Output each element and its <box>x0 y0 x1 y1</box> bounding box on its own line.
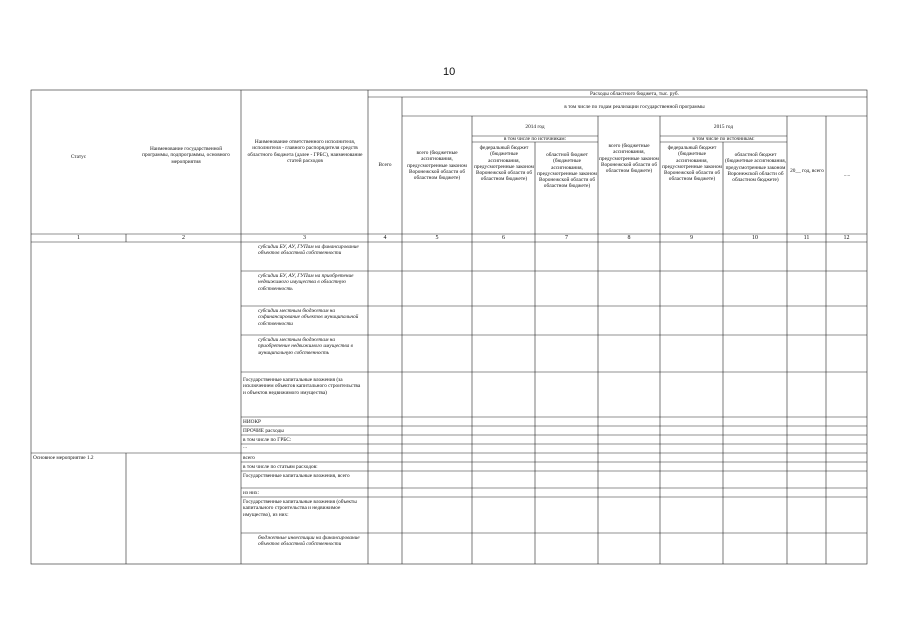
header-year2-regional: областной бюджет (бюджетные ассигнования, предусмотренные законом Воронежской области об областном бюджете) <box>725 152 786 184</box>
page-number: 10 <box>443 66 456 78</box>
column-number: 6 <box>502 235 505 241</box>
column-number: 3 <box>303 235 306 241</box>
header-year-n: 20__ год, всего <box>790 168 824 174</box>
table-row: в том числе по ГРБС: <box>243 437 292 443</box>
column-number: 12 <box>843 235 850 241</box>
column-number: 7 <box>565 235 568 241</box>
table-row: ПРОЧИЕ расходы <box>243 428 284 434</box>
table-row: из них: <box>243 490 260 496</box>
header-total: Всего <box>378 162 392 168</box>
column-number: 2 <box>182 235 185 241</box>
table-row: субсидии местным бюджетам на приобретение недвижимого имущества в муниципальную собственность <box>258 337 353 356</box>
table-row: субсидии БУ, АУ, ГУПам на финансирование объектов областной собственности <box>258 244 359 257</box>
table-row: Государственные капитальные вложения (объекты капитального строительства и недвижимое имущество), из них: <box>243 499 357 518</box>
table-row: Государственные капитальные вложения, всего <box>243 473 350 479</box>
header-year1-regional: областной бюджет (бюджетные ассигнования, предусмотренные законом Воронежской области об областном бюджете) <box>537 152 597 190</box>
column-number: 10 <box>752 235 758 241</box>
header-year2-federal: федеральный бюджет (бюджетные ассигнования, предусмотренные законом Воронежской области об областном бюджете) <box>662 145 722 183</box>
table-row: Государственные капитальные вложения (за исключением объектов капитального строительства и объектов недвижимого имущества) <box>243 377 361 396</box>
header-by-years: в том числе по годам реализации государственной программы <box>564 104 705 110</box>
header-sources-2: в том числе по источникам: <box>692 136 755 142</box>
column-number: 11 <box>803 235 810 241</box>
table-row: ... <box>243 444 247 450</box>
header-status: Статус <box>70 154 87 160</box>
table-row: субсидии местным бюджетам на софинансирование объектов муниципальной собственности <box>258 308 359 327</box>
table-row: субсидии БУ, АУ, ГУПам на приобретение недвижимого имущества в областную собственность <box>258 273 354 292</box>
table-row: всего <box>243 455 255 461</box>
row-status: Основное мероприятие 1.2 <box>33 455 94 461</box>
header-sources-1: в том числе по источникам: <box>503 136 567 142</box>
column-number: 4 <box>383 235 387 241</box>
column-number: 1 <box>77 235 80 241</box>
header-program-name: Наименование государственной программы, подпрограммы, основного мероприятия <box>142 146 230 165</box>
header-year1-federal: федеральный бюджет (бюджетные ассигнования, предусмотренные законом Воронежской области об областном бюджете) <box>474 145 534 183</box>
table-row: бюджетные инвестиции на финансирование объектов областной собственности <box>258 535 360 548</box>
header-year-2: 2015 год <box>713 124 734 130</box>
header-executor-name: Наименование ответственного исполнителя, исполнителя - главного распорядителя средств областного бюджета (далее - ГРБС), наименование статей расходов <box>247 139 363 164</box>
header-dots: ..... <box>843 172 851 178</box>
column-number: 5 <box>435 235 439 241</box>
header-expenses: Расходы областного бюджета, тыс. руб. <box>590 91 679 97</box>
table-row: в том числе по статьям расходов: <box>243 464 318 470</box>
header-year-1: 2014 год <box>525 124 545 130</box>
header-year1-total: всего (бюджетные ассигнования, предусмотренные законом Воронежской области об областном бюджете) <box>407 150 467 182</box>
header-year2-total: всего (бюджетные ассигнования, предусмотренные законом Воронежской области об областном бюджете) <box>599 143 659 175</box>
column-number: 8 <box>627 235 631 241</box>
column-number: 9 <box>690 235 693 241</box>
table-row: НИОКР <box>243 419 261 425</box>
